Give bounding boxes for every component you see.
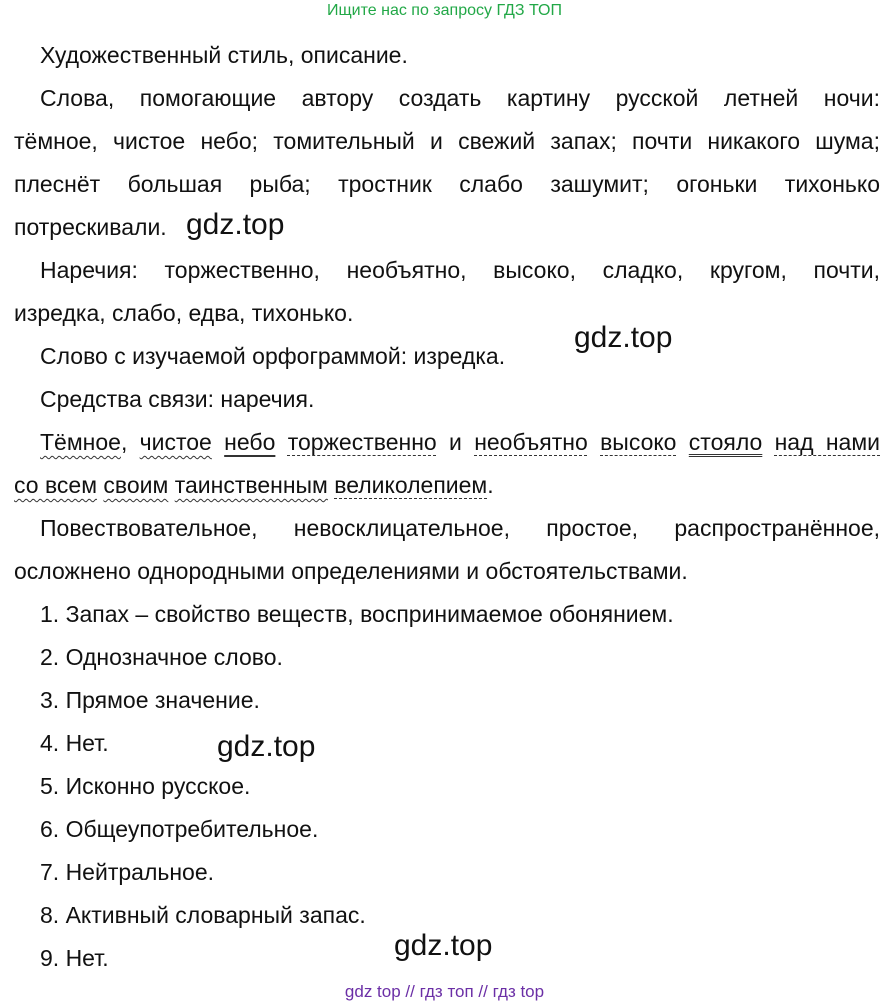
adverbs-line-2: изредка, слабо, едва, тихонько. [14,300,354,326]
space [762,429,774,455]
word-tainstvennym: таинственным [174,472,328,498]
words-line-4: потрескивали. [14,214,167,240]
punct: . [487,472,494,498]
list-item: 1. Запах – свойство веществ, воспринимаемое обонянием. [40,601,674,627]
watermark: gdz.top [217,730,316,763]
words-line-2: тёмное, чистое небо; томительный и свежий запах; почти никакого шума; [14,128,880,154]
words-line-1: Слова, помогающие автору создать картину русской летней ночи: [40,85,880,111]
parsed-sentence-line-2 [14,464,880,507]
list-item: 5. Исконно русское. [40,773,251,799]
adverbs-line-1: Наречия: торжественно, необъятно, высоко, сладко, кругом, почти, [40,257,880,283]
analysis-list [14,593,880,980]
list-item: 7. Нейтральное. [40,859,215,885]
word-svoim: своим [103,472,169,498]
list-item: 6. Общеупотребительное. [40,816,319,842]
punct: , [120,429,140,455]
footer-links[interactable]: gdz top // гдз топ // гдз top [344,982,545,1001]
space [588,429,600,455]
space [676,429,688,455]
adverbs-paragraph [14,249,880,335]
words-line-3: плеснёт большая рыба; тростник слабо зашумит; огоньки тихонько [14,171,880,197]
word-chistoe: чистое [139,429,212,455]
word-temnoe: Тёмное [40,429,121,455]
spelling-line: Слово с изучаемой орфограммой: изредка. [40,343,506,369]
word-nad-nami: над нами [774,429,880,455]
conjunction: и [436,429,475,455]
space [275,429,287,455]
characteristic-line-1: Повествовательное, невосклицательное, простое, распространённое, [40,515,880,541]
word-stoyalo: стояло [688,429,763,455]
word-so-vsem: со всем [14,472,98,498]
parsed-sentence [14,421,880,507]
word-torzhestvenno: торжественно [287,429,437,455]
words-paragraph [14,77,880,249]
watermark: gdz.top [574,321,673,354]
links-line: Средства связи: наречия. [40,386,315,412]
word-vysoko: высоко [600,429,677,455]
list-item: 4. Нет. [40,730,109,756]
characteristic-paragraph [14,507,880,593]
top-banner[interactable]: Ищите нас по запросу ГДЗ ТОП [327,2,562,19]
parsed-sentence-line-1 [14,421,880,464]
word-velikolepiem: великолепием [334,472,488,498]
list-item: 3. Прямое значение. [40,687,260,713]
space [212,429,224,455]
word-neobyatno: необъятно [474,429,588,455]
word-nebo: небо [224,429,276,455]
answer-content [14,34,880,980]
list-item: 2. Однозначное слово. [40,644,283,670]
characteristic-line-2: осложнено однородными определениями и обстоятельствами. [14,558,688,584]
style-line: Художественный стиль, описание. [40,42,408,68]
list-item: 9. Нет. [40,945,109,971]
list-item: 8. Активный словарный запас. [40,902,366,928]
watermark: gdz.top [394,929,493,962]
watermark: gdz.top [186,208,285,241]
